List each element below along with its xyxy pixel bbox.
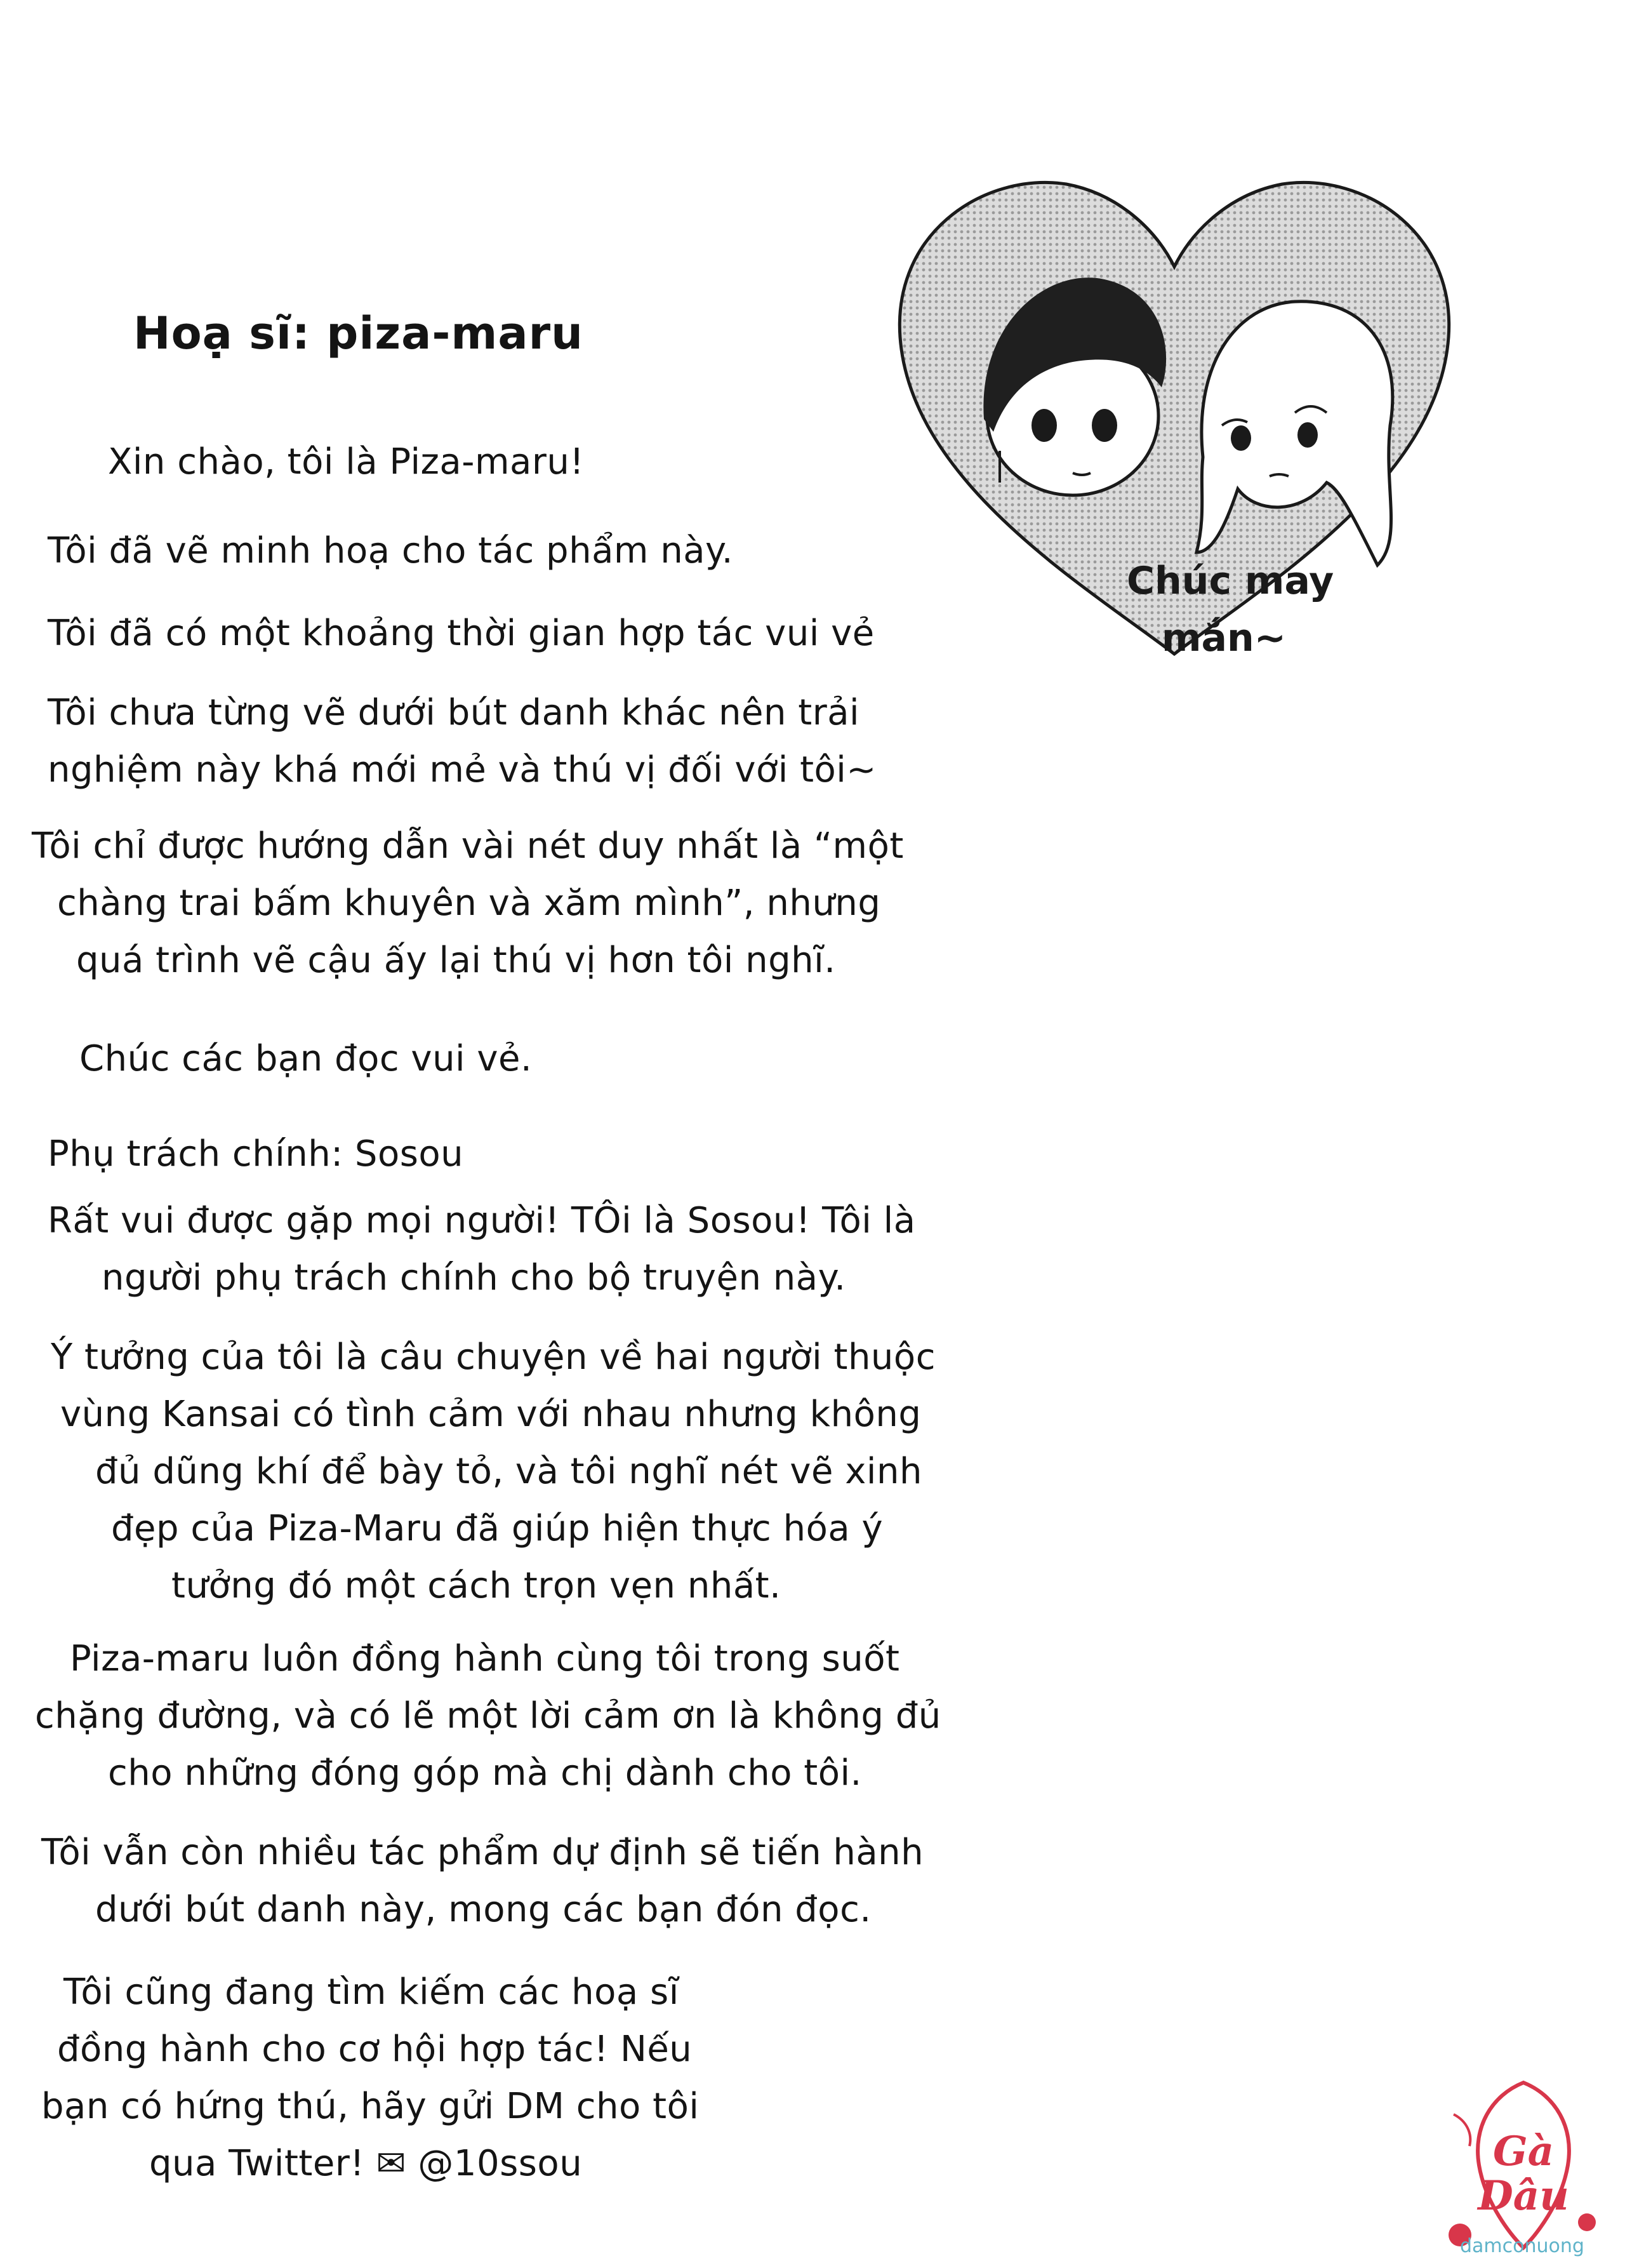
watermark-site: damconuong xyxy=(1460,2235,1584,2257)
author-line: đồng hành cho cơ hội hợp tác! Nếu xyxy=(57,2029,693,2070)
strawberry-logo-icon xyxy=(1435,2076,1612,2260)
artist-line: Tôi đã có một khoảng thời gian hợp tác vui vẻ xyxy=(48,613,875,654)
artist-line: Xin chào, tôi là Piza-maru! xyxy=(108,441,585,483)
wish-text-line1: Chúc may xyxy=(1127,559,1334,603)
artist-line: Tôi chưa từng vẽ dưới bút danh khác nên trải xyxy=(48,692,860,733)
author-line: qua Twitter! ✉ @10ssou xyxy=(149,2143,583,2184)
wish-text-line2: mắn~ xyxy=(1162,616,1286,660)
author-line: bạn có hứng thú, hãy gửi DM cho tôi xyxy=(41,2086,700,2127)
author-line: đẹp của Piza-Maru đã giúp hiện thực hóa ý xyxy=(111,1508,884,1549)
author-line: tưởng đó một cách trọn vẹn nhất. xyxy=(171,1565,781,1606)
author-title: Phụ trách chính: Sosou xyxy=(48,1133,464,1175)
author-line: Tôi cũng đang tìm kiếm các hoạ sĩ xyxy=(63,1971,679,2013)
author-line: Piza-maru luôn đồng hành cùng tôi trong suốt xyxy=(70,1638,900,1679)
author-line: đủ dũng khí để bày tỏ, và tôi nghĩ nét vẽ xinh xyxy=(95,1451,922,1492)
artist-line: chàng trai bấm khuyên và xăm mình”, nhưng xyxy=(57,883,881,924)
svg-text:Gà: Gà xyxy=(1492,2128,1555,2175)
artist-line: Tôi chỉ được hướng dẫn vài nét duy nhất là “một xyxy=(32,825,904,867)
artist-line: Tôi đã vẽ minh hoạ cho tác phẩm này. xyxy=(48,530,734,571)
author-line: cho những đóng góp mà chị dành cho tôi. xyxy=(108,1752,862,1794)
artist-title: Hoạ sĩ: piza-maru xyxy=(133,307,583,359)
artist-line: quá trình vẽ cậu ấy lại thú vị hơn tôi nghĩ. xyxy=(76,940,836,981)
watermark-logo xyxy=(1435,2076,1612,2260)
artist-line: Chúc các bạn đọc vui vẻ. xyxy=(79,1038,533,1079)
author-line: Tôi vẫn còn nhiều tác phẩm dự định sẽ tiến hành xyxy=(41,1832,924,1873)
artist-line: nghiệm này khá mới mẻ và thú vị đối với tôi~ xyxy=(48,749,877,790)
author-line: vùng Kansai có tình cảm với nhau nhưng không xyxy=(60,1394,922,1435)
author-line: chặng đường, và có lẽ một lời cảm ơn là không đủ xyxy=(35,1695,941,1737)
author-line: Ý tưởng của tôi là câu chuyện về hai người thuộc xyxy=(51,1337,936,1378)
author-line: người phụ trách chính cho bộ truyện này. xyxy=(102,1257,846,1298)
author-line: Rất vui được gặp mọi người! TÔi là Sosou! Tôi là xyxy=(48,1200,916,1241)
svg-text:Dâu: Dâu xyxy=(1478,2172,1569,2220)
author-line: dưới bút danh này, mong các bạn đón đọc. xyxy=(95,1889,872,1930)
